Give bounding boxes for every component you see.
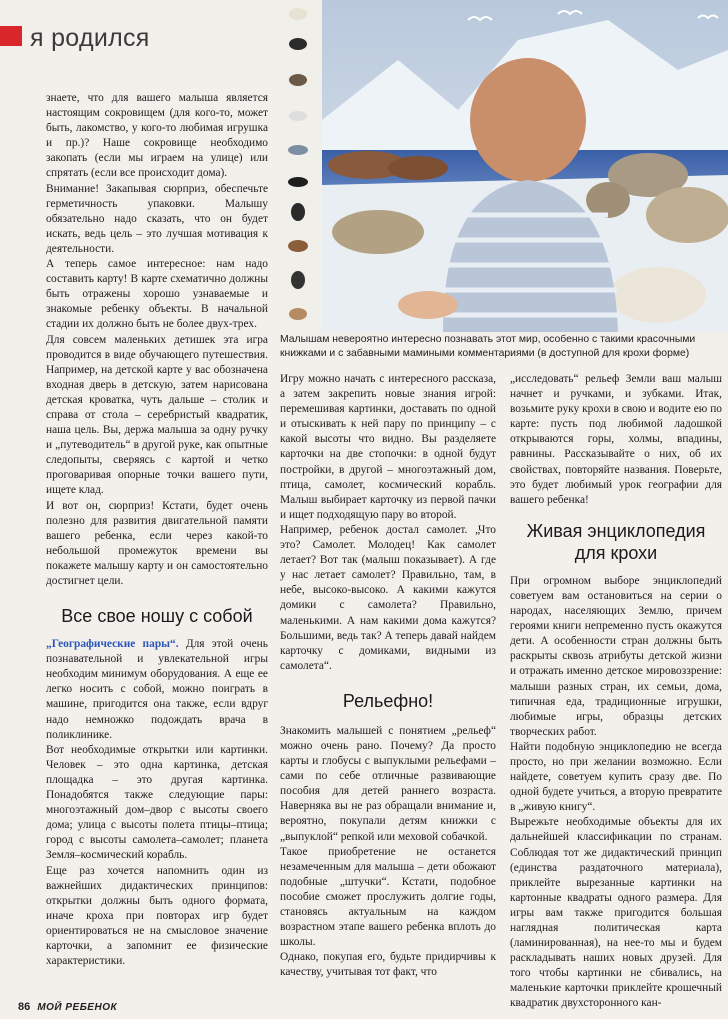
section-heading: Живая энциклопедия для крохи: [526, 520, 706, 563]
page-number: 86: [18, 1001, 31, 1013]
lead-accent: „Географические пары“.: [46, 638, 179, 651]
column-3: [510, 372, 722, 1012]
paragraph: Знакомить малышей с понятием „рельеф“ можно очень рано. Почему? Да просто карты и глобусы с выпуклыми рельефами – сами по себе отличные развивающие пособия для детей раннего возраста. Наверняка вы не раз обращали внимание и, вероятно, покупали детям книжки с „выпуклой“ репкой или меховой собачкой.: [280, 724, 496, 843]
section-heading: Рельефно!: [342, 690, 434, 711]
paragraph: Игру можно начать с интересного рассказа, а затем закрепить новые знания игрой: перемешивая картинки, доставать по одной и отыскивать к ней пару по принципу – с какой высоты что видно. Вы разделяете карточки на две стопочки: в одной будут постройки, в другой – многоэтажный дом, птица, самолет, космический корабль. Малыш выбирает карточку из первой пачки и ищет подходящую пару во второй.: [280, 373, 496, 521]
page-footer: [18, 1001, 117, 1013]
paragraph: А теперь самое интересное: нам надо составить карту! В карте схематично должны быть отражены хорошо узнаваемые и знакомые ребенку объекты. В начальной стадии их должно быть не более двух-трех.: [46, 258, 268, 331]
section-heading: Все свое ношу с собой: [61, 606, 253, 627]
paragraph: [46, 637, 268, 743]
paragraph: Однако, покупая его, будьте придирчивы к качеству, учитывая тот факт, что: [280, 951, 496, 979]
paragraph: знаете, что для вашего малыша является настоящим сокровищем (для кого-то, может быть, лакомство, у кого-то любимая игрушка и пр.)? Наше сокровище необходимо закопать (если мы играем на улице) или спрятать (если все происходит дома).: [46, 92, 268, 180]
paragraph: И вот он, сюрприз! Кстати, будет очень полезно для развития двигательной памяти вашего ребенка, если через какой-то небольшой промежуток времени вы покажете малышу карту и он самостоятельно достигнет цели.: [46, 499, 268, 587]
section-color-bar: [0, 26, 22, 46]
photo: [278, 0, 728, 332]
paragraph: „исследовать“ рельеф Земли ваш малыш начнет и ручками, и зубками. Итак, возьмите руку крохи в свою и водите ею по карте: пусть под любимой ладошкой открываются горы, холмы, впадины, равнины. Рассказывайте о них, об их свойствах, повторяйте названия. Поверьте, это будет любимый урок географии для вашего ребенка!: [510, 373, 722, 506]
paragraph: Внимание! Закапывая сюрприз, обеспечьте герметичность упаковки. Малышу обязательно надо сказать, что он будет искать, ведь цель – это лучшая мотивация к деятельности.: [46, 182, 268, 255]
paragraph: Еще раз хочется напомнить один из важнейших дидактических принципов: открытки должны быть одного формата, иначе кроха при повторах игр будет ориентироваться не на смысловое значение карточки, а запомнит ее физические характеристики.: [46, 864, 268, 968]
paragraph: Найти подобную энциклопедию не всегда просто, но при желании возможно. Если найдете, советуем купить сразу две. По одной будете учиться, а вторую превратите в „живую книгу“.: [510, 740, 722, 814]
paragraph: Например, ребенок достал самолет. „Что это? Самолет. Молодец! Как самолет летает? Вот так (малыш показывает). А где у нас летает самолет? Правильно, там, в небе, высоко-высоко. А какими кажутся домики с самолета? Правильно, маленькими. А нам какими дома кажутся? Большими, ведь так? А теперь давай найдем карточку с домиками, видными из самолета“.: [280, 523, 496, 672]
paragraph: При огромном выборе энциклопедий советуем вам остановиться на серии о народах, населяющих Землю, причем героями книги непременно пусть окажутся дети. А особенности стран должны быть раскрыты сквозь атрибуты детской жизни и отражать именно детское мировоззрение: малыши разных стран, их семьи, дома, типичная еда, традиционные игрушки, любимые игры, образцы детских творческих работ.: [510, 574, 722, 738]
column-2: [280, 372, 496, 980]
magazine-name: МОЙ РЕБЕНОК: [37, 1002, 118, 1013]
paragraph: Вот необходимые открытки или картинки. Человек – это одна картинка, детская площадка – это другая картинка. Понадобятся также следующие пары: многоэтажный дом–двор с высоты своего дома; улица с высоты полета птицы–птица; город с высоты самолета–самолет; планета Земля–космический корабль.: [46, 743, 268, 862]
paragraph: Для совсем маленьких детишек эта игра проводится в виде обучающего путешествия. Например, на детской карте у вас обозначена входная дверь в детскую, затем нарисована детская кроватка, чуть дальше – столик и справа от стола – серебристый квадратик, наша цель. Вы, держа малыша за одну ручку и „путеводитель“ в другой руке, как опытные следопыты, сверяясь с картой и четко проговаривая опорные точки вашего пути, ищете клад.: [46, 333, 268, 497]
lead-text: Для этой очень познавательной и увлекательной игры необходим минимум оборудования. А еще ее легко носить с собой, можно поиграть в машине, пригодится она также, если вдруг надо немножко подождать врача в поликлинике.: [46, 638, 268, 741]
baby-with-poster-illustration: [278, 0, 728, 332]
paragraph: Вырежьте необходимые объекты для их дальнейшей классификации по странам. Соблюдая тот же дидактический принцип (единства раздаточного материала), приклейте вырезанные картинки на картонные квадраты одного размера. Для игры вам также пригодится большая наглядная политическая карта (ламинированная), на нее-то мы и будем раскладывать наших новых друзей. Для того чтобы картинки не сбивались, на маленькие карточки приклейте крошечный квадратик двухсторонного кан-: [510, 816, 722, 1010]
paragraph: Такое приобретение не останется незамеченным для малыша – дети обожают подобные „штучки“. Кстати, подобное пособие сможет прослужить долгие годы, становясь актуальным на каждом возрастном этапе вашего ребенка вплоть до школы.: [280, 845, 496, 949]
section-tag: я родился: [30, 24, 150, 52]
column-1: [46, 91, 268, 969]
photo-caption: Малышам невероятно интересно познавать этот мир, особенно с такими красочными книжками и с забавными мамиными комментариями (в доступной для крохи форме): [280, 334, 696, 360]
